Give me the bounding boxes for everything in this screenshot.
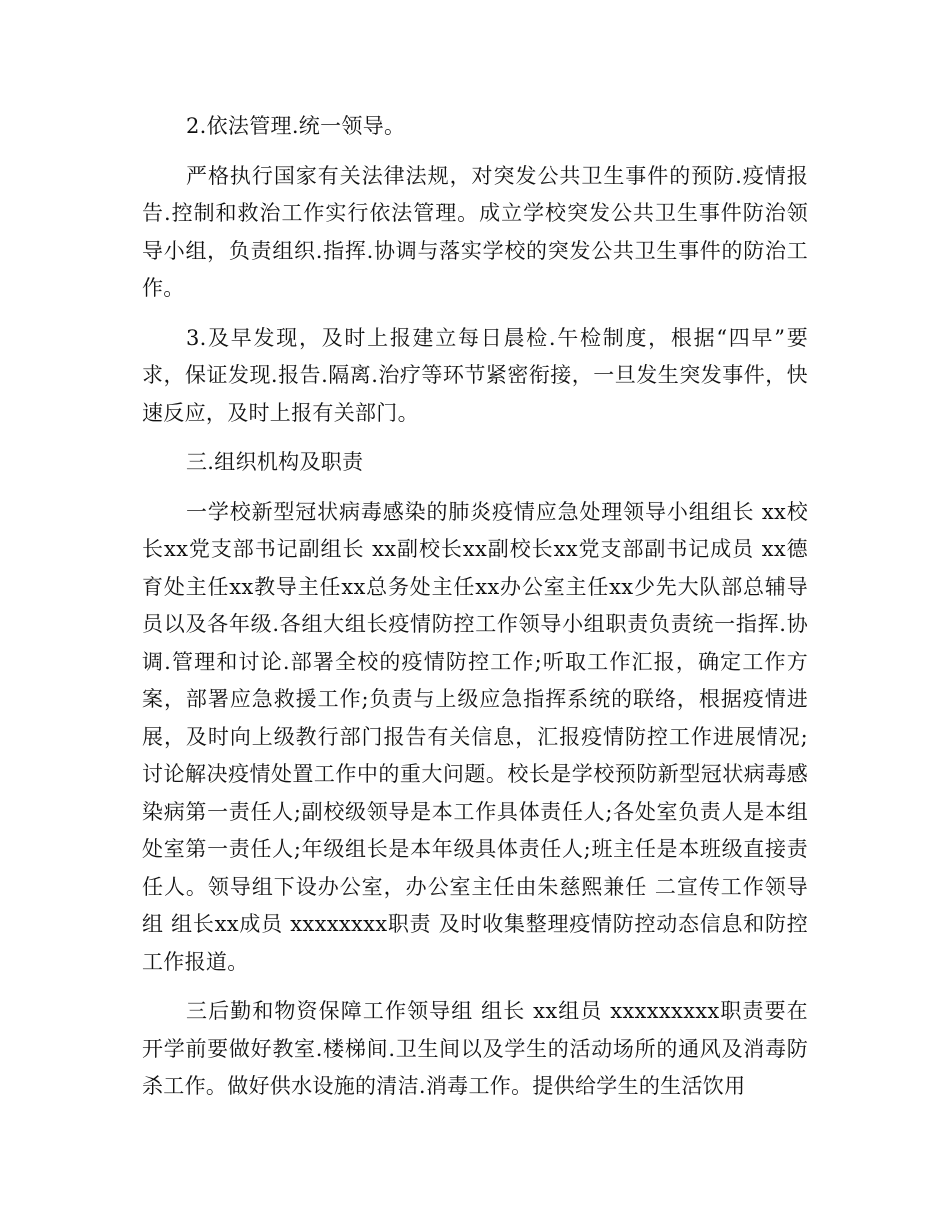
paragraph-logistics-group: 三后勤和物资保障工作领导组 组长 xx组员 xxxxxxxxx职责要在开学前要做好教室.楼梯间.卫生间以及学生的活动场所的通风及消毒防杀工作。做好供水设施的清洁.消毒工作。提供给学生的生活饮用 [142, 999, 808, 1098]
paragraph-lawful-management-body: 严格执行国家有关法律法规，对突发公共卫生事件的预防.疫情报告.控制和救治工作实行依法管理。成立学校突发公共卫生事件防治领导小组，负责组织.指挥.协调与落实学校的突发公共卫生事件的防治工作。 [142, 163, 808, 300]
paragraph-early-detection: 3.及早发现，及时上报建立每日晨检.午检制度，根据“四早”要求，保证发现.报告.隔离.治疗等环节紧密衔接，一旦发生突发事件，快速反应，及时上报有关部门。 [142, 325, 808, 425]
paragraph-leadership-group: 一学校新型冠状病毒感染的肺炎疫情应急处理领导小组组长 xx校长xx党支部书记副组长 xx副校长xx副校长xx党支部副书记成员 xx德育处主任xx教导主任xx总务处主任xx办公室主任xx少先大队部总辅导员以及各年级.各组大组长疫情防控工作领导小组职责负责统一指挥.协调.管理和讨论.部署全校的疫情防控工作;听取工作汇报，确定工作方案，部署应急救援工作;负责与上级应急指挥系统的联络，根据疫情进展，及时向上级教行部门报告有关信息，汇报疫情防控工作进展情况;讨论解决疫情处置工作中的重大问题。校长是学校预防新型冠状病毒感染病第一责任人;副校级领导是本工作具体责任人;各处室负责人是本组处室第一责任人;年级组长是本年级具体责任人;班主任是本班级直接责任人。领导组下设办公室，办公室主任由朱慈熙兼任 二宣传工作领导组 组长xx成员 xxxxxxxx职责 及时收集整理疫情防控动态信息和防控工作报道。 [142, 499, 808, 974]
paragraph-lawful-management-heading: 2.依法管理.统一领导。 [186, 114, 406, 138]
section-heading-organization: 三.组织机构及职责 [186, 450, 364, 474]
